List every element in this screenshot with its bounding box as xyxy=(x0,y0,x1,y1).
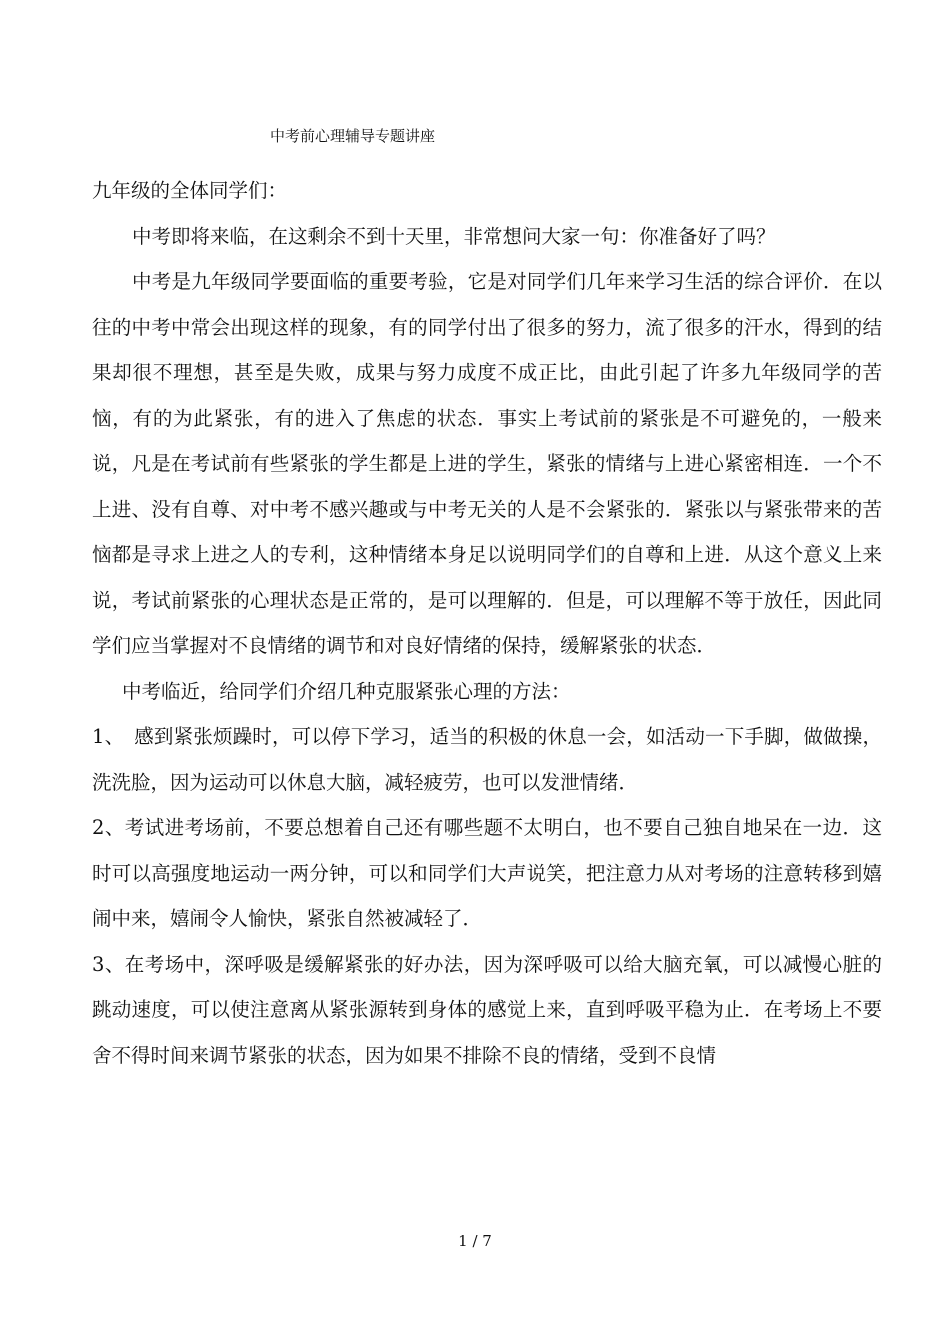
page-number: 1 / 7 xyxy=(458,1232,492,1250)
salutation: 九年级的全体同学们： xyxy=(92,179,288,202)
document-title: 中考前心理辅导专题讲座 xyxy=(270,127,436,145)
paragraph-intro: 中考即将来临，在这剩余不到十天里，非常想问大家一句：你准备好了吗？ xyxy=(132,224,776,248)
paragraph-methods-intro: 中考临近，给同学们介绍几种克服紧张心理的方法： xyxy=(122,679,571,703)
paragraph-main: 中考是九年级同学要面临的重要考验，它是对同学们几年来学习生活的综合评价．在以往的中考中常会出现这样的现象，有的同学付出了很多的努力，流了很多的汗水，得到的结果却很不理想，甚至是失败，成果与努力成度不成正比，由此引起了许多九年级同学的苦恼，有的为此紧张，有的进入了焦虑的状态．事实上考试前的紧张是不可避免的，一般来说，凡是在考试前有些紧张的学生都是上进的学生，紧张的情绪与上进心紧密相连．一个不上进、没有自尊、对中考不感兴趣或与中考无关的人是不会紧张的．紧张以与紧张带来的苦恼都是寻求上进之人的专利，这种情绪本身足以说明同学们的自尊和上进．从这个意义上来说，考试前紧张的心理状态是正常的，是可以理解的．但是，可以理解不等于放任，因此同学们应当掌握对不良情绪的调节和对良好情绪的保持，缓解紧张的状态． xyxy=(92,270,882,657)
list-item: 1、 感到紧张烦躁时，可以停下学习，适当的积极的休息一会，如活动一下手脚，做做操，洗洗脸，因为运动可以休息大脑，减轻疲劳，也可以发泄情绪． xyxy=(92,725,882,794)
list-item: 3、在考场中，深呼吸是缓解紧张的好办法，因为深呼吸可以给大脑充氧，可以减慢心脏的跳动速度，可以使注意离从紧张源转到身体的感觉上来，直到呼吸平稳为止．在考场上不要舍不得时间来调节紧张的状态，因为如果不排除不良的情绪，受到不良情 xyxy=(92,952,882,1067)
document-body xyxy=(92,168,882,1078)
list-item: 2、考试进考场前，不要总想着自己还有哪些题不太明白，也不要自己独自地呆在一边．这时可以高强度地运动一两分钟，可以和同学们大声说笑，把注意力从对考场的注意转移到嬉闹中来，嬉闹令人愉快，紧张自然被减轻了． xyxy=(92,816,882,930)
